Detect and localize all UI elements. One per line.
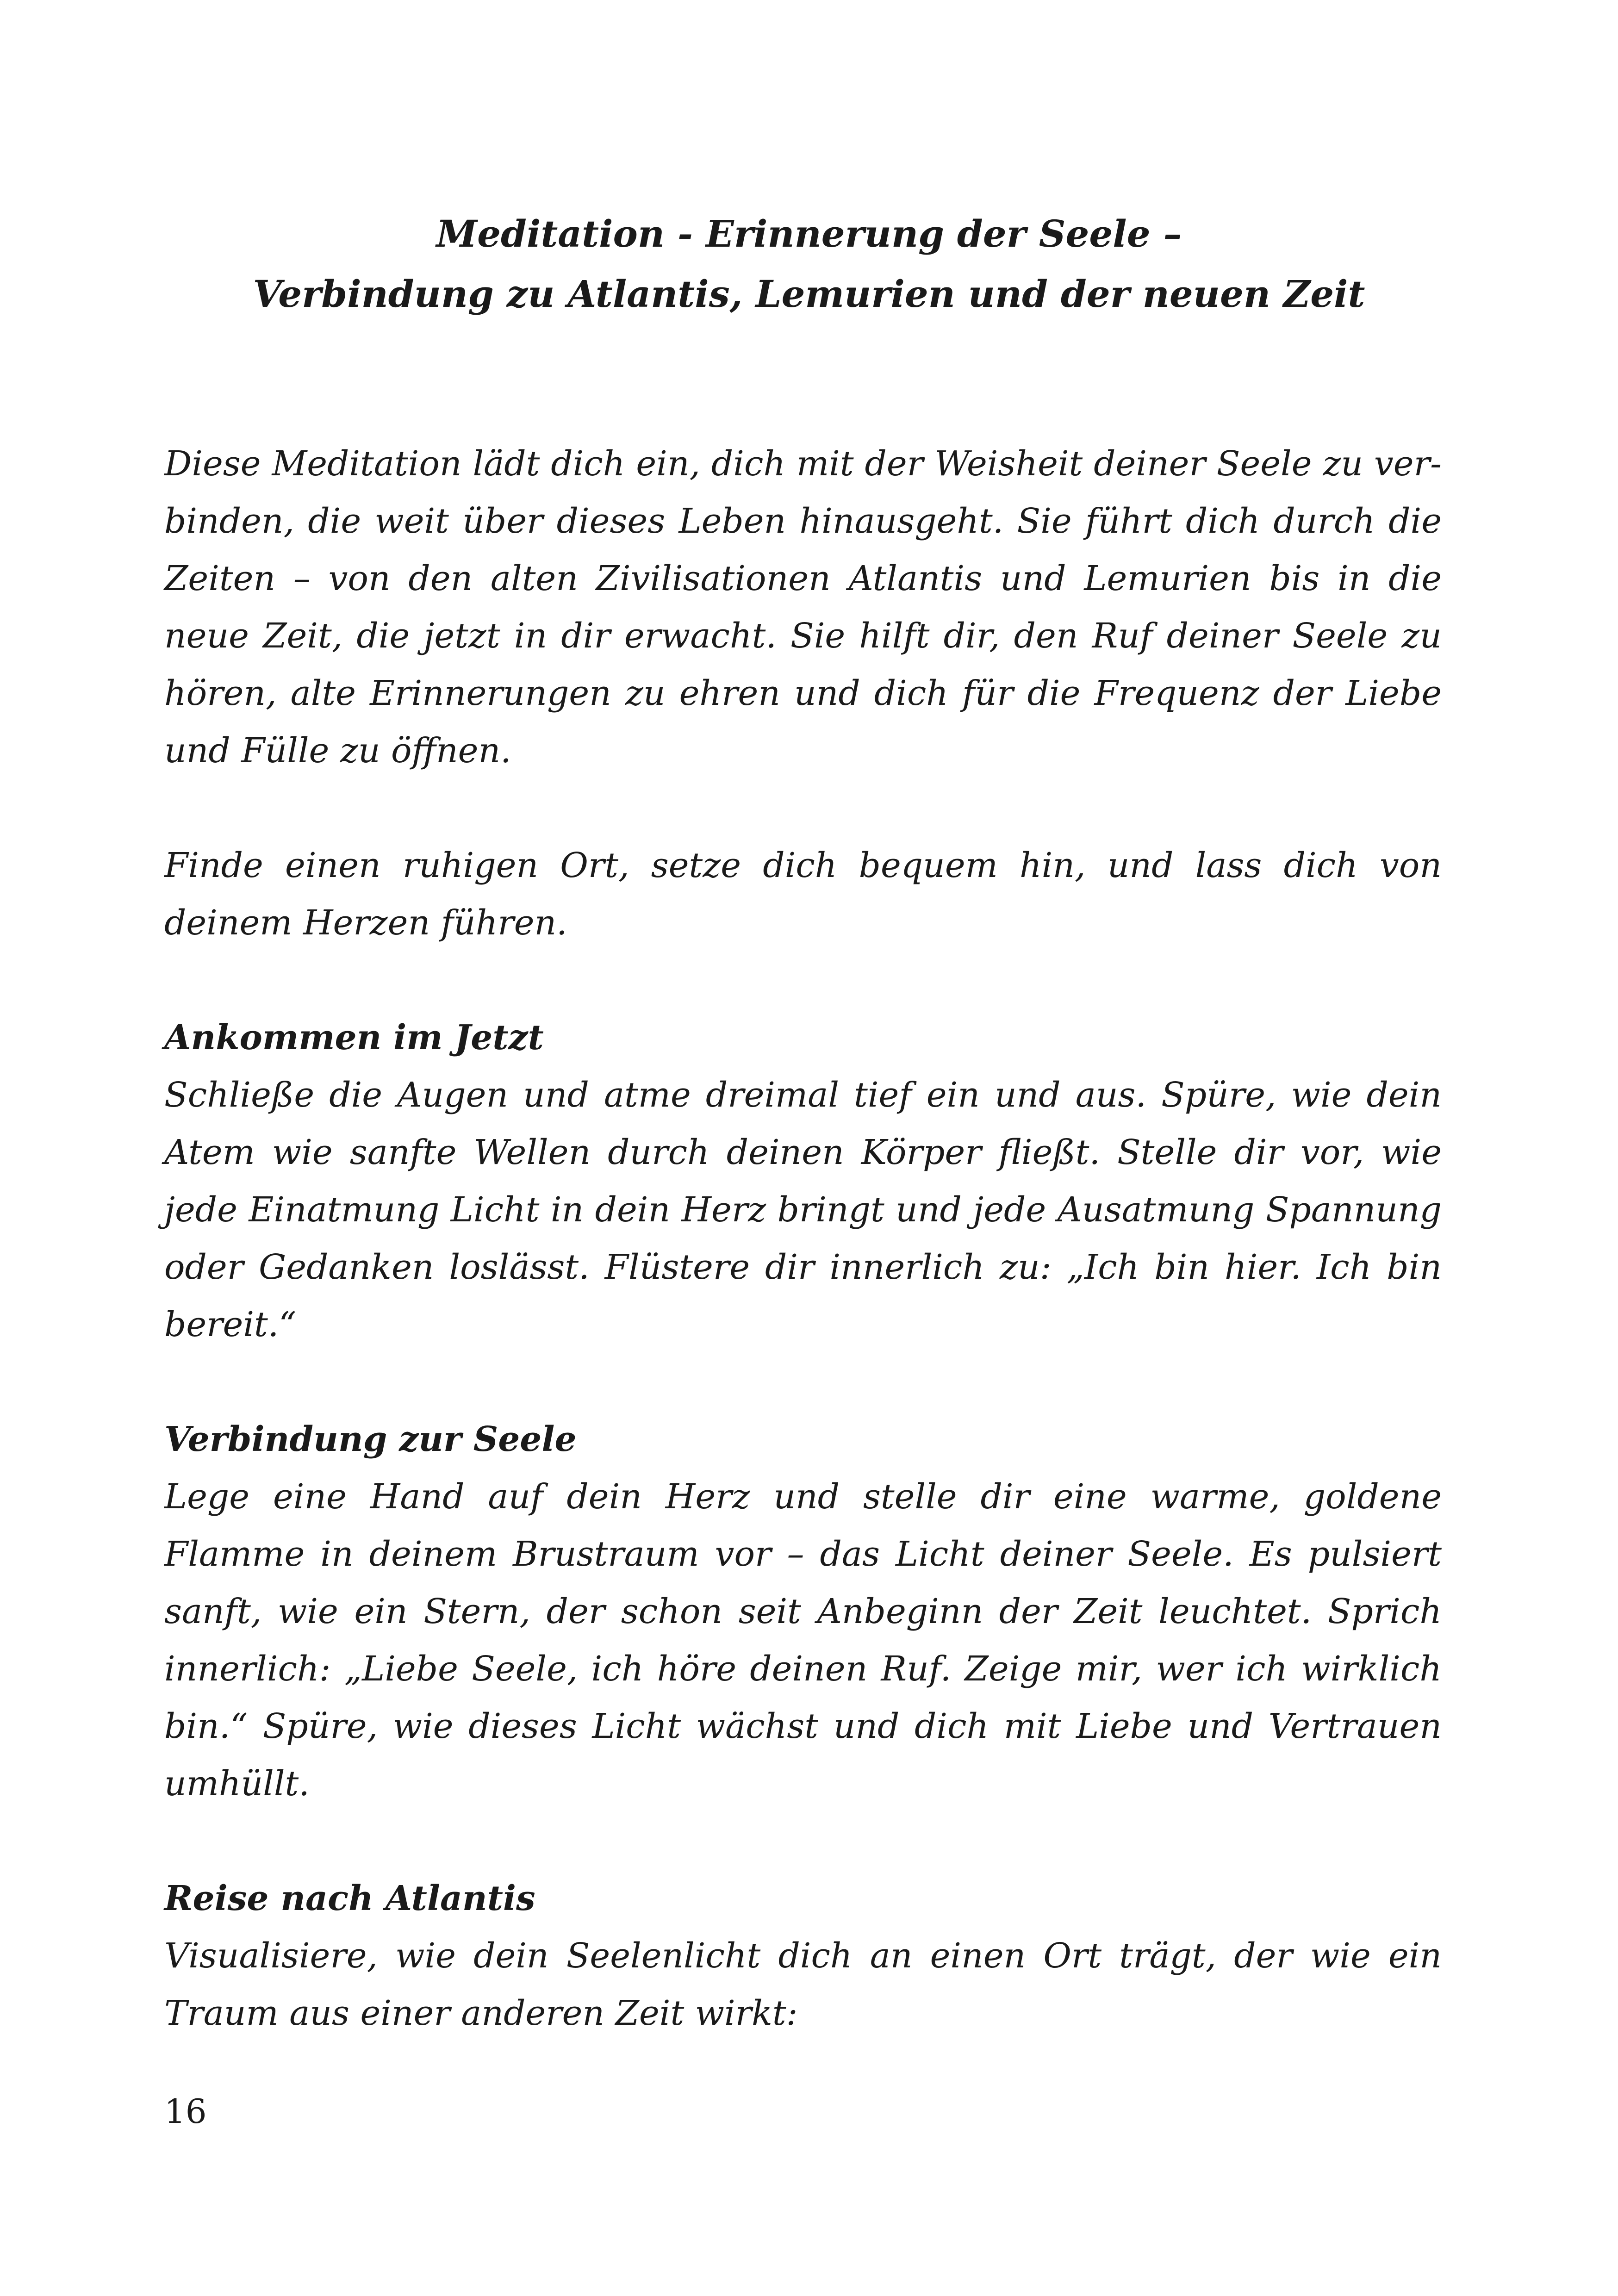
section-body: Schließe die Augen und atme dreimal tief ein und aus. Spüre, wie dein Atem wie sanfte Wellen durch deinen Körper fließt. Stelle dir vor, wie jede Einatmung Licht in dein Herz bringt und jede Ausatmung Spannung oder Gedanken loslässt. Flüstere dir innerlich zu: „Ich bin hier. Ich bin bereit.“ [164,1075,1442,1344]
intro-paragraph: Diese Meditation lädt dich ein, dich mit der Weisheit deiner Seele zu verbinden, die weit über dieses Leben hinausgeht. Sie führt dich durch die Zeiten – von den alten Zivilisationen Atlantis und Lemurien bis in die neue Zeit, die jetzt in dir erwacht. Sie hilft dir, den Ruf deiner Seele zu hören, alte Erinnerungen zu ehren und dich für die Frequenz der Liebe und Fülle zu öffnen. [164,444,1442,771]
section [164,1411,1442,1812]
section-heading: Verbindung zur Seele [164,1419,577,1459]
title-line-1: Meditation - Erinnerung der Seele – [436,212,1182,255]
section [164,1870,1442,2042]
section-heading: Reise nach Atlantis [164,1879,535,1918]
section-body: Lege eine Hand auf dein Herz und stelle dir eine warme, goldene Flamme in deinem Brustraum vor – das Licht deiner Seele. Es pulsiert sanft, wie ein Stern, der schon seit Anbeginn der Zeit leuchtet. Sprich innerlich: „Liebe Seele, ich höre deinen Ruf. Zeige mir, wer ich wirklich bin.“ Spüre, wie dieses Licht wächst und dich mit Liebe und Vertrauen umhüllt. [164,1477,1442,1804]
section [164,1009,1442,1353]
section-body: Visualisiere, wie dein Seelenlicht dich an einen Ort trägt, der wie ein Traum aus einer anderen Zeit wirkt: [164,1936,1442,2033]
chapter-title [0,204,1618,324]
section-heading: Ankommen im Jetzt [164,1018,544,1058]
title-line-2: Verbindung zu Atlantis, Lemurien und der neuen Zeit [253,272,1365,316]
intro-paragraph: Finde einen ruhigen Ort, setze dich bequem hin, und lass dich von deinem Herzen führen. [164,846,1442,943]
page-number: 16 [164,2092,207,2131]
body-text [164,435,1442,2099]
